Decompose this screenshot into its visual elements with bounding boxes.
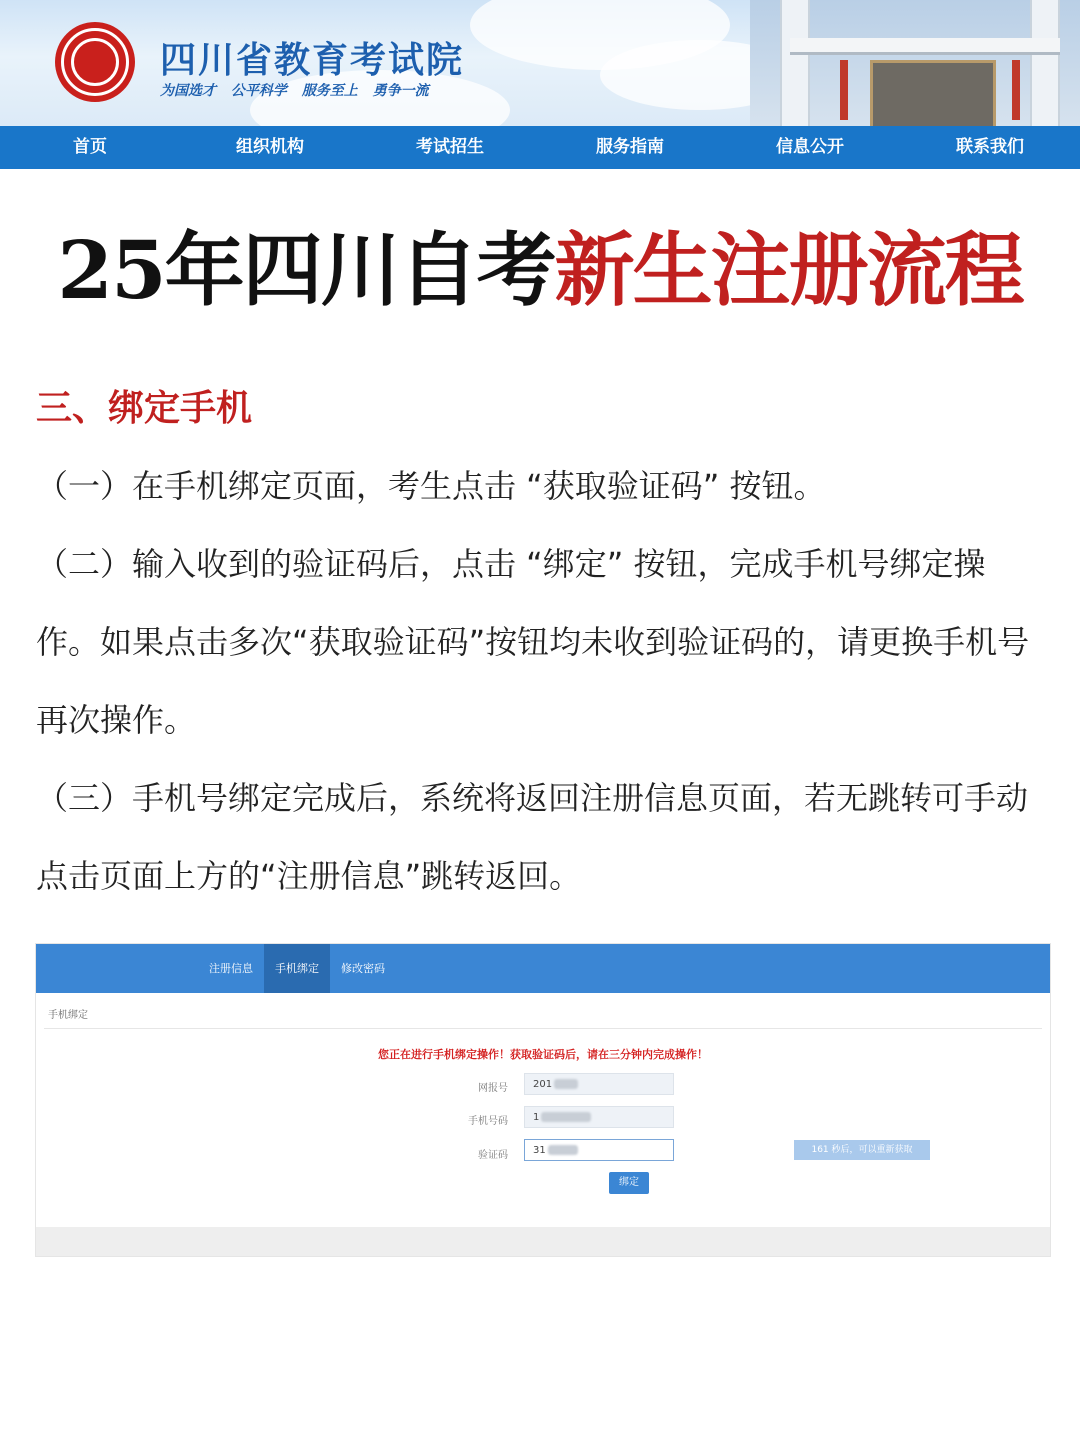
- breadcrumb: 手机绑定: [48, 1010, 88, 1021]
- nav-item-info-disclosure[interactable]: 信息公开: [776, 137, 844, 157]
- phone-number-value: 1: [533, 1112, 540, 1123]
- instructions: [36, 447, 1046, 915]
- section-title: 三、绑定手机: [36, 387, 253, 429]
- institute-logo-icon[interactable]: [55, 22, 135, 102]
- screenshot-footer: [36, 1227, 1050, 1256]
- page-headline: [0, 215, 1080, 325]
- main-nav: [0, 126, 1080, 169]
- phone-number-label: 手机号码: [468, 1116, 508, 1127]
- headline-black-part: 25年四川自考: [57, 223, 555, 317]
- nav-item-organization[interactable]: 组织机构: [236, 137, 304, 157]
- building-photo: [750, 0, 1080, 126]
- verification-code-label: 验证码: [478, 1150, 508, 1161]
- registration-number-value: 201: [533, 1079, 553, 1090]
- registration-number-field[interactable]: [524, 1073, 674, 1095]
- tab-change-password[interactable]: 修改密码: [341, 962, 385, 975]
- phone-binding-screenshot: [35, 943, 1051, 1257]
- bind-button[interactable]: 绑定: [609, 1172, 649, 1194]
- instruction-step-1: （一）在手机绑定页面，考生点击 “获取验证码” 按钮。: [36, 467, 826, 505]
- verification-code-value: 31: [533, 1145, 546, 1156]
- site-slogan: 为国选才 公平科学 服务至上 勇争一流: [160, 83, 429, 99]
- headline-red-part: 新生注册流程: [554, 223, 1023, 317]
- phone-number-field[interactable]: [524, 1106, 674, 1128]
- nav-item-home[interactable]: 首页: [73, 137, 107, 157]
- tab-phone-binding[interactable]: 手机绑定: [264, 944, 330, 993]
- nav-item-contact[interactable]: 联系我们: [956, 137, 1024, 157]
- divider: [44, 1028, 1042, 1029]
- instruction-step-3: （三）手机号绑定完成后，系统将返回注册信息页面，若无跳转可手动点击页面上方的“注册信息”跳转返回。: [36, 779, 1029, 895]
- tab-registration-info[interactable]: 注册信息: [209, 962, 253, 975]
- site-header: [0, 0, 1080, 126]
- registration-number-label: 网报号: [478, 1083, 508, 1094]
- nav-item-exam-admission[interactable]: 考试招生: [416, 137, 484, 157]
- get-code-countdown-button[interactable]: 161 秒后，可以重新获取: [794, 1140, 930, 1160]
- instruction-step-2: （二）输入收到的验证码后，点击 “绑定” 按钮，完成手机号绑定操作。如果点击多次“获取验证码”按钮均未收到验证码的，请更换手机号再次操作。: [36, 545, 1030, 739]
- verification-code-field[interactable]: [524, 1139, 674, 1161]
- nav-item-service-guide[interactable]: 服务指南: [596, 137, 664, 157]
- site-title[interactable]: 四川省教育考试院: [160, 40, 465, 81]
- screenshot-tab-bar: [36, 944, 1050, 993]
- warning-message: 您正在进行手机绑定操作！获取验证码后，请在三分钟内完成操作！: [378, 1048, 708, 1061]
